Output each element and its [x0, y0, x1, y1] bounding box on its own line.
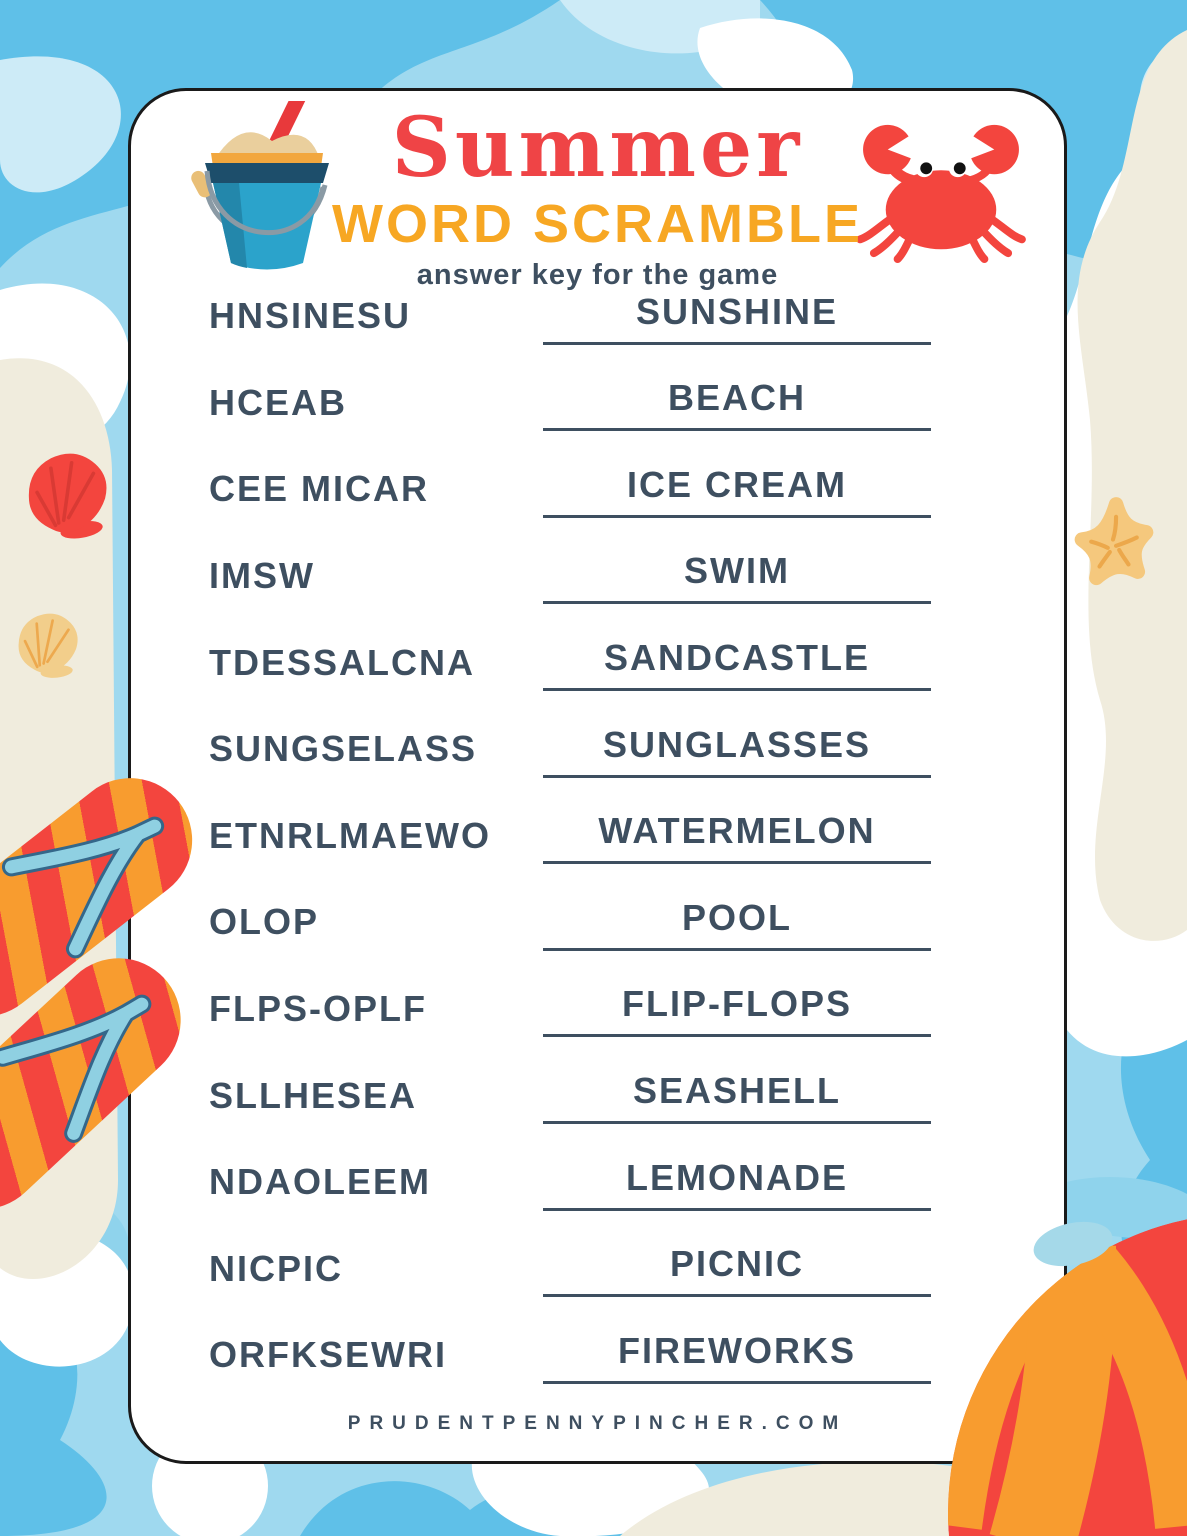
answer-word: POOL: [681, 896, 792, 938]
word-row: [131, 446, 1064, 533]
word-row: [131, 619, 1064, 706]
word-row: [131, 879, 1064, 966]
answer-blank: [543, 724, 931, 778]
answer-word: SANDCASTLE: [603, 636, 870, 678]
scrambled-word: IMSW: [209, 555, 315, 597]
word-row: [131, 706, 1064, 793]
word-row: [131, 1139, 1064, 1226]
answer-blank: [543, 377, 931, 431]
answer-word: SEASHELL: [632, 1069, 842, 1111]
answer-word: LEMONADE: [626, 1156, 848, 1198]
word-row: [131, 966, 1064, 1053]
answer-blank: [543, 1070, 931, 1124]
answer-blank: [543, 1157, 931, 1211]
word-row: [131, 1312, 1064, 1399]
answer-blank: [543, 983, 931, 1037]
answer-word: WATERMELON: [598, 810, 876, 852]
answer-word: SUNSHINE: [635, 290, 839, 332]
answer-word: SWIM: [684, 550, 790, 592]
red-seashell-icon: [20, 446, 118, 542]
flip-flops-icon: [0, 770, 224, 1310]
answer-word: PICNIC: [669, 1243, 804, 1285]
tan-seashell-icon: [12, 608, 86, 680]
scrambled-word: NDAOLEEM: [209, 1161, 431, 1203]
word-row: [131, 793, 1064, 880]
word-list: [131, 273, 1064, 1399]
answer-blank: [543, 1330, 931, 1384]
page-subtitle: WORD SCRAMBLE: [332, 193, 863, 254]
answer-word: ICE CREAM: [626, 463, 847, 505]
word-row: [131, 1052, 1064, 1139]
answer-blank: [543, 464, 931, 518]
answer-blank: [543, 550, 931, 604]
scrambled-word: FLPS-OPLF: [209, 988, 427, 1030]
answer-word: BEACH: [667, 377, 806, 419]
scrambled-word: CEE MICAR: [209, 468, 430, 510]
answer-blank: [543, 1243, 931, 1297]
word-row: [131, 273, 1064, 360]
scrambled-word: HNSINESU: [209, 295, 412, 337]
answer-word: FIREWORKS: [618, 1329, 856, 1371]
answer-blank: [543, 810, 931, 864]
word-row: [131, 360, 1064, 447]
word-row: [131, 533, 1064, 620]
scrambled-word: OLOP: [209, 901, 320, 943]
scrambled-word: SUNGSELASS: [209, 728, 478, 770]
answer-key-tagline: answer key for the game: [416, 258, 779, 291]
beach-ball-icon: [927, 1196, 1187, 1536]
scrambled-word: HCEAB: [209, 381, 348, 423]
answer-word: FLIP-FLOPS: [622, 983, 852, 1025]
scrambled-word: NICPIC: [209, 1247, 344, 1289]
scrambled-word: SLLHESEA: [209, 1074, 418, 1116]
answer-blank: [543, 897, 931, 951]
scrambled-word: ETNRLMAEWO: [209, 814, 491, 856]
answer-word: SUNGLASSES: [602, 723, 872, 765]
scrambled-word: TDESSALCNA: [209, 641, 476, 683]
starfish-icon: [1056, 494, 1172, 610]
page-title: Summer: [391, 100, 804, 196]
scrambled-word: ORFKSEWRI: [209, 1334, 447, 1376]
card-header: [131, 91, 1064, 292]
answer-blank: [543, 637, 931, 691]
word-row: [131, 1226, 1064, 1313]
website-credit: PRUDENTPENNYPINCHER.COM: [347, 1413, 848, 1434]
answer-blank: [543, 291, 931, 345]
